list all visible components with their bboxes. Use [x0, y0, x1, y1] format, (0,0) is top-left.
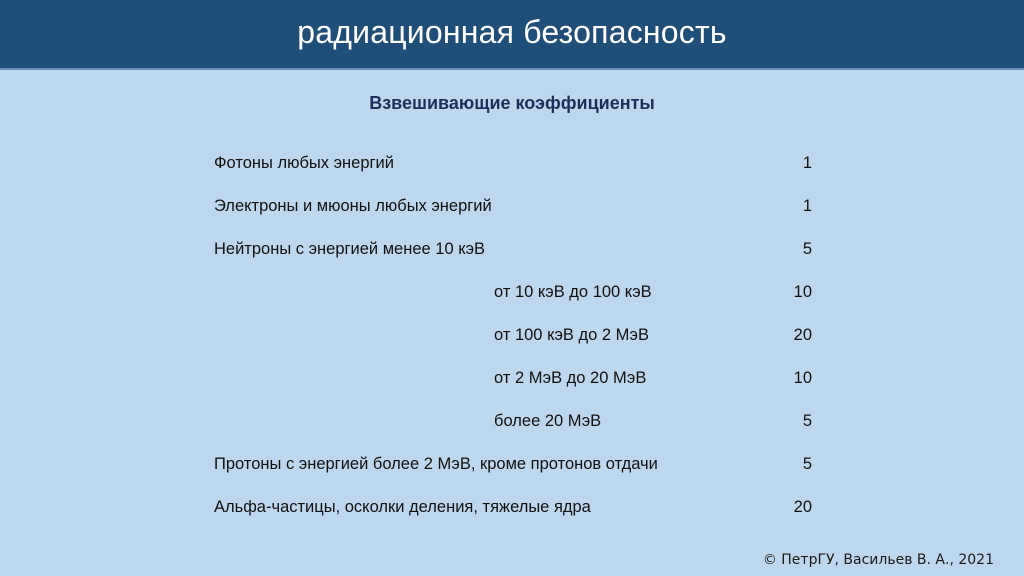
table-row	[214, 443, 812, 486]
table-row	[214, 142, 812, 185]
row-value: 20	[793, 498, 812, 516]
row-label: Альфа-частицы, осколки деления, тяжелые ядра	[214, 498, 591, 516]
table-row	[214, 314, 812, 357]
table-row	[214, 271, 812, 314]
table-row	[214, 400, 812, 443]
row-value: 5	[802, 455, 812, 473]
row-label: Электроны и мюоны любых энергий	[214, 197, 492, 215]
row-label: от 2 МэВ до 20 МэВ	[494, 369, 647, 387]
row-value: 20	[793, 326, 812, 344]
copyright-footer: © ПетрГУ, Васильев В. А., 2021	[762, 552, 994, 568]
slide-header	[0, 0, 1024, 70]
section-subtitle: Взвешивающие коэффициенты	[369, 93, 655, 113]
row-value: 10	[793, 369, 812, 387]
row-label: от 100 кэВ до 2 МэВ	[494, 326, 649, 344]
table-row	[214, 185, 812, 228]
row-label: Фотоны любых энергий	[214, 154, 394, 172]
row-value: 10	[793, 283, 812, 301]
weighting-factors-table	[214, 142, 812, 529]
slide-title: радиационная безопасность	[297, 14, 727, 50]
row-label: Протоны с энергией более 2 МэВ, кроме протонов отдачи	[214, 455, 658, 473]
row-value: 1	[802, 154, 812, 172]
row-value: 5	[802, 412, 812, 430]
row-label: более 20 МэВ	[494, 412, 602, 430]
row-value: 5	[802, 240, 812, 258]
row-label: от 10 кэВ до 100 кэВ	[494, 283, 652, 301]
row-value: 1	[802, 197, 812, 215]
table-row	[214, 357, 812, 400]
row-label: Нейтроны с энергией менее 10 кэВ	[214, 240, 486, 258]
table-row	[214, 228, 812, 271]
table-row	[214, 486, 812, 529]
